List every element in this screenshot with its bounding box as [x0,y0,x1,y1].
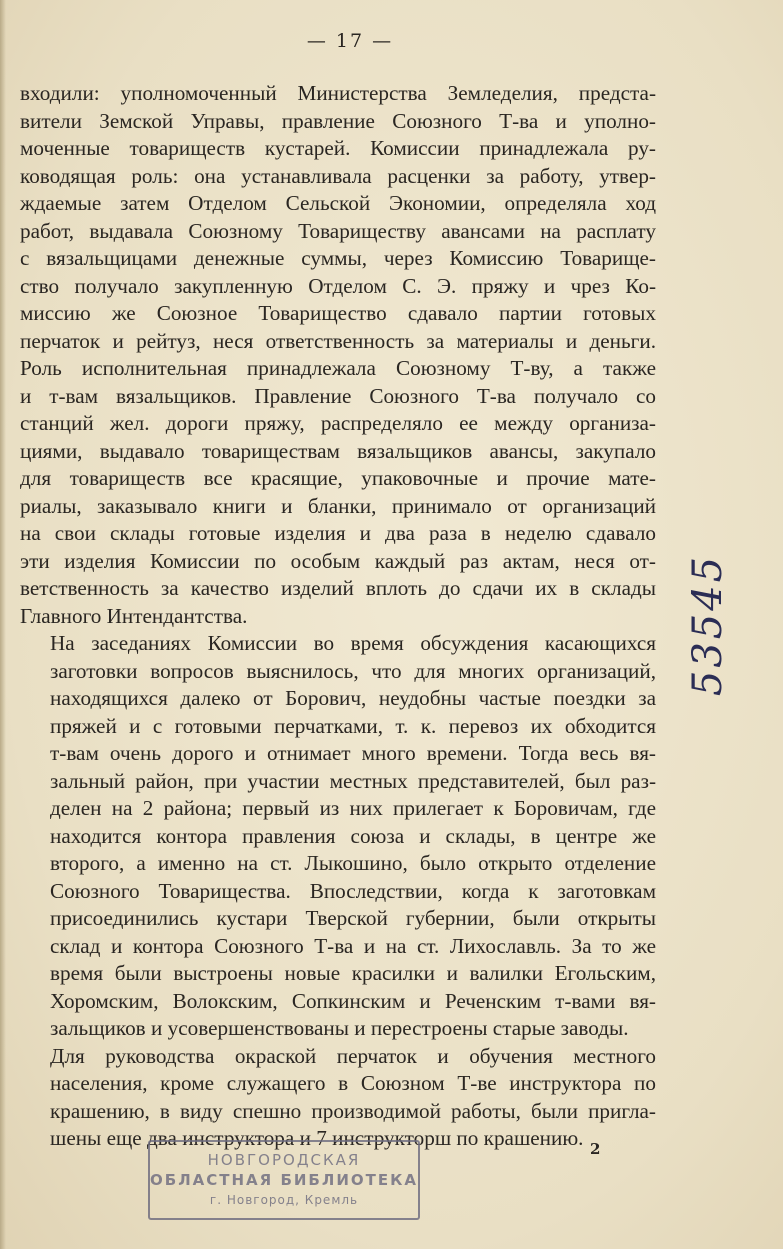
text-line: находится контора правления союза и склады, в центре же [50,823,656,848]
library-stamp [148,1140,420,1220]
paragraph-3 [20,1043,656,1153]
paragraph-1 [20,80,656,630]
text-line: населения, кроме служащего в Союзном Т-ве инструктора по [50,1071,656,1095]
text-line: Для руководства окраской перчаток и обучения местного [50,1043,656,1068]
text-line: На заседаниях Комиссии во время обсуждения касающихся [50,631,656,655]
text-line: Роль исполнительная принадлежала Союзному Т-ву, а также [20,356,656,380]
text-line: крашению, в виду спешно производимой работы, были пригла- [50,1098,656,1123]
page-edge-shadow [0,0,6,1249]
text-line: пряжей и с готовыми перчатками, т. к. перевоз их обходится [50,713,656,738]
stamp-line-3: г. Новгород, Кремль [209,1193,359,1207]
text-line: склад и контора Союзного Т-ва и на ст. Лихославль. За то же [50,933,656,958]
text-line: ждаемые затем Отделом Сельской Экономии, определяла ход [20,191,656,215]
stamp-line-1: НОВГОРОДСКАЯ [207,1151,361,1169]
text-line: риалы, заказывало книги и бланки, принимало от организаций [20,493,656,518]
inventory-number-text: 53545 [685,553,731,697]
text-line: время были выстроены новые красилки и валилки Егольским, [50,961,656,985]
paragraph-2 [20,630,656,1043]
text-line: заготовки вопросов выяснилось, что для многих организаций, [50,658,656,683]
text-line: второго, а именно на ст. Лыкошино, было открыто отделение [50,851,656,875]
text-line: циями, выдавало товариществам вязальщиков авансы, закупало [20,438,656,463]
text-line: шены еще два инструктора и 7 инструкторш по крашению. [50,1126,584,1150]
text-line: т-вам очень дорого и отнимает много времени. Тогда весь вя- [50,741,656,765]
text-line: с вязальщицами денежные суммы, через Комиссию Товарище- [20,246,656,270]
text-line: Союзного Товарищества. Впоследствии, когда к заготовкам [50,878,656,903]
text-line: ство получало закупленную Отделом С. Э. пряжу и чрез Ко- [20,273,656,298]
text-line: Хоромским, Волокским, Сопкинским и Реченским т-вами вя- [50,988,656,1013]
text-line: Главного Интендантства. [20,603,248,628]
text-line: моченные товариществ кустарей. Комиссии принадлежала ру- [20,136,656,160]
sheet-signature-number: 2 [590,1140,601,1158]
text-line: станций жел. дороги пряжу, распределяло ее между организа- [20,411,656,435]
page-number: — 17 — [306,30,394,52]
handwritten-inventory-number [678,510,738,740]
text-line: работ, выдавала Союзному Товариществу авансами на расплату [20,218,656,243]
text-line: вители Земской Управы, правление Союзного Т-ва и уполно- [20,108,656,133]
body-text [20,80,656,1153]
text-line: присоединились кустари Тверской губернии, были открыты [50,906,656,930]
text-line: зальный район, при участии местных представителей, был раз- [50,768,656,793]
text-line: находящихся далеко от Борович, неудобны частые поездки за [50,686,656,710]
text-line: и т-вам вязальщиков. Правление Союзного Т-ва получало со [20,383,656,408]
stamp-line-2: ОБЛАСТНАЯ БИБЛИОТЕКА [150,1171,418,1189]
text-line: зальщиков и усовершенствованы и перестроены старые заводы. [50,1016,629,1040]
text-line: миссию же Союзное Товарищество сдавало партии готовых [20,301,656,325]
text-line: ветственность за качество изделий вплоть до сдачи их в склады [20,576,656,600]
text-line: ководящая роль: она устанавливала расценки за работу, утвер- [20,163,656,188]
text-line: перчаток и рейтуз, неся ответственность за материалы и деньги. [20,328,656,353]
text-line: на свои склады готовые изделия и два раза в неделю сдавало [20,521,656,545]
text-line: делен на 2 района; первый из них прилегает к Боровичам, где [50,796,656,820]
text-line: входили: уполномоченный Министерства Земледелия, предста- [20,81,656,105]
text-line: для товариществ все красящие, упаковочные и прочие мате- [20,466,656,490]
text-line: эти изделия Комиссии по особым каждый раз актам, неся от- [20,548,656,573]
